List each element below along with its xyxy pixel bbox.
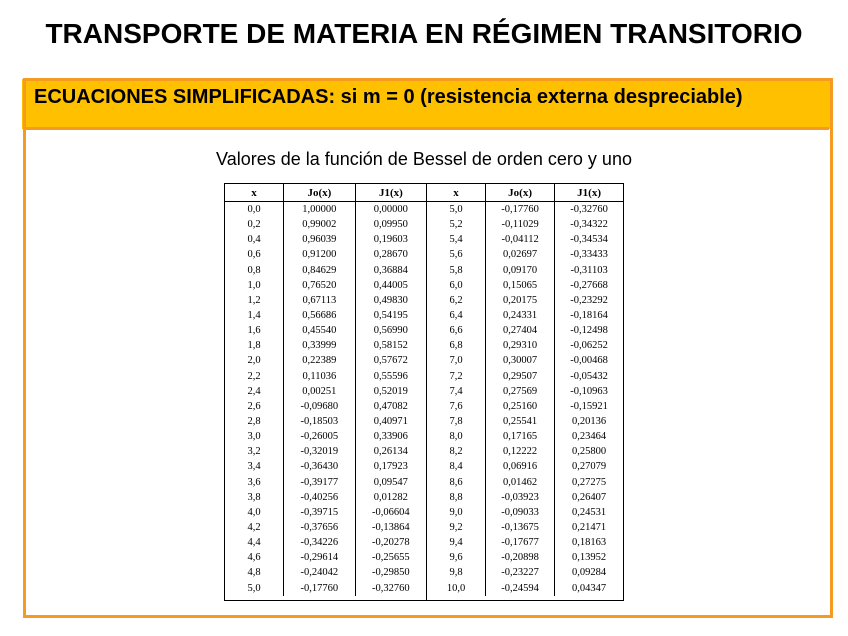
bessel-table-right-half [427,184,623,600]
cell-j0: 0,56686 [284,308,356,323]
bessel-table-left-half [225,184,427,600]
cell-j0: 0,17165 [486,429,555,444]
cell-j1: -0,33433 [555,247,623,262]
table-row [225,490,426,505]
table-row [225,217,426,232]
cell-j0: 0,27569 [486,384,555,399]
cell-j1: 0,09284 [555,565,623,580]
cell-x: 9,0 [449,506,463,518]
cell-x: 7,4 [449,385,463,397]
cell-j1: 0,28670 [355,247,426,262]
cell-x: 9,8 [449,567,463,579]
cell-x: 1,8 [247,340,261,352]
cell-j0: 0,76520 [284,278,356,293]
table-row [225,444,426,459]
cell-j0: -0,23227 [486,565,555,580]
cell-j0: 0,45540 [284,323,356,338]
cell-j0: -0,17760 [284,581,356,596]
table-row [225,550,426,565]
cell-j1: 0,20136 [555,414,623,429]
cell-j1: 0,40971 [355,414,426,429]
table-row [225,520,426,535]
cell-j1: -0,20278 [355,535,426,550]
cell-j1: 0,58152 [355,338,426,353]
cell-j1: 0,49830 [355,293,426,308]
cell-x: 4,8 [247,567,261,579]
cell-j0: 0,33999 [284,338,356,353]
cell-j0: -0,32019 [284,444,356,459]
cell-j1: 0,26407 [555,490,623,505]
cell-j0: -0,03923 [486,490,555,505]
cell-j0: -0,24594 [486,581,555,596]
table-row [427,444,623,459]
table-row [427,565,623,580]
cell-x: 7,2 [449,370,463,382]
cell-j1: 0,57672 [355,353,426,368]
cell-x: 2,2 [247,370,261,382]
cell-x: 1,4 [247,310,261,322]
table-row [427,353,623,368]
cell-x: 6,8 [449,340,463,352]
cell-j1: -0,29850 [355,565,426,580]
cell-j1: 0,18163 [555,535,623,550]
cell-j0: 0,29507 [486,369,555,384]
cell-x: 8,6 [449,476,463,488]
cell-x: 4,2 [247,522,261,534]
cell-j1: -0,06252 [555,338,623,353]
cell-j0: -0,39715 [284,505,356,520]
cell-j1: 0,01282 [355,490,426,505]
cell-j0: -0,18503 [284,414,356,429]
table-row [427,308,623,323]
cell-x: 2,0 [247,355,261,367]
cell-x: 7,8 [449,416,463,428]
cell-j1: 0,55596 [355,369,426,384]
header-j1: J1(x) [555,184,623,202]
cell-j0: -0,34226 [284,535,356,550]
cell-j1: 0,00000 [355,202,426,218]
table-row [225,338,426,353]
cell-j1: 0,24531 [555,505,623,520]
cell-j0: 0,22389 [284,353,356,368]
cell-x: 2,4 [247,385,261,397]
cell-x: 5,4 [449,234,463,246]
cell-j1: -0,06604 [355,505,426,520]
cell-j0: 0,15065 [486,278,555,293]
cell-j0: 0,01462 [486,475,555,490]
cell-x: 1,6 [247,325,261,337]
cell-j0: -0,39177 [284,475,356,490]
bessel-table [224,183,624,601]
cell-j0: -0,20898 [486,550,555,565]
header-j1: J1(x) [355,184,426,202]
table-row [427,490,623,505]
cell-j1: 0,21471 [555,520,623,535]
cell-j1: 0,26134 [355,444,426,459]
cell-x: 5,0 [449,204,463,216]
cell-j1: 0,17923 [355,459,426,474]
cell-j1: -0,18164 [555,308,623,323]
cell-j1: -0,32760 [555,202,623,218]
table-row [427,247,623,262]
cell-j1: 0,56990 [355,323,426,338]
cell-j0: -0,40256 [284,490,356,505]
table-row [427,293,623,308]
table-row [427,278,623,293]
cell-j1: -0,25655 [355,550,426,565]
table-row [225,247,426,262]
cell-j1: 0,09547 [355,475,426,490]
cell-j0: 0,25160 [486,399,555,414]
cell-x: 0,0 [247,204,261,216]
table-row [427,414,623,429]
table-row [225,581,426,596]
cell-j1: 0,27275 [555,475,623,490]
cell-j1: -0,15921 [555,399,623,414]
cell-j0: -0,13675 [486,520,555,535]
cell-j1: 0,36884 [355,263,426,278]
table-row [427,429,623,444]
cell-j1: -0,34322 [555,217,623,232]
cell-x: 4,6 [247,552,261,564]
cell-j0: -0,37656 [284,520,356,535]
table-row [225,308,426,323]
table-row [427,520,623,535]
table-row [427,323,623,338]
table-row [427,369,623,384]
cell-x: 2,6 [247,400,261,412]
table-row [427,459,623,474]
cell-j1: 0,23464 [555,429,623,444]
table-row [427,338,623,353]
cell-x: 3,0 [247,431,261,443]
cell-x: 1,2 [247,294,261,306]
table-row [427,505,623,520]
cell-x: 2,8 [247,416,261,428]
cell-j0: 0,25541 [486,414,555,429]
table-row [225,369,426,384]
cell-j1: -0,34534 [555,232,623,247]
table-row [427,550,623,565]
cell-j1: 0,44005 [355,278,426,293]
table-row [225,278,426,293]
cell-j0: 0,29310 [486,338,555,353]
table-row [427,475,623,490]
cell-j0: 0,27404 [486,323,555,338]
cell-x: 3,6 [247,476,261,488]
cell-j0: -0,17760 [486,202,555,218]
cell-j1: -0,00468 [555,353,623,368]
table-header-row [225,184,426,202]
cell-j1: 0,09950 [355,217,426,232]
table-row [427,399,623,414]
cell-j0: -0,17677 [486,535,555,550]
cell-x: 1,0 [247,279,261,291]
table-row [225,565,426,580]
cell-x: 0,2 [247,219,261,231]
cell-j1: -0,05432 [555,369,623,384]
cell-x: 4,4 [247,537,261,549]
cell-j0: 0,96039 [284,232,356,247]
table-row [427,217,623,232]
cell-j0: 0,02697 [486,247,555,262]
cell-x: 8,4 [449,461,463,473]
cell-j0: 1,00000 [284,202,356,218]
table-row [427,581,623,596]
table-caption: Valores de la función de Bessel de orden cero y uno [216,149,632,169]
cell-j0: 0,99002 [284,217,356,232]
cell-j1: 0,19603 [355,232,426,247]
section-header-title: ECUACIONES SIMPLIFICADAS: si m = 0 (resistencia externa despreciable) [34,86,743,108]
table-row [225,459,426,474]
cell-j1: 0,47082 [355,399,426,414]
cell-j1: -0,31103 [555,263,623,278]
cell-x: 9,4 [449,537,463,549]
table-row [427,384,623,399]
table-row [427,263,623,278]
cell-x: 0,6 [247,249,261,261]
cell-x: 0,8 [247,264,261,276]
cell-j1: 0,13952 [555,550,623,565]
cell-x: 5,2 [449,219,463,231]
table-row [225,535,426,550]
table-row [225,414,426,429]
cell-j1: -0,23292 [555,293,623,308]
cell-j0: 0,24331 [486,308,555,323]
cell-x: 8,8 [449,491,463,503]
cell-j0: 0,30007 [486,353,555,368]
header-j0: Jo(x) [284,184,356,202]
table-row [225,323,426,338]
bessel-table-left [225,184,426,596]
table-row [225,293,426,308]
cell-x: 5,6 [449,249,463,261]
table-header-row [427,184,623,202]
header-x: x [225,184,284,202]
table-row [225,202,426,218]
cell-x: 5,8 [449,264,463,276]
cell-x: 8,2 [449,446,463,458]
header-j0: Jo(x) [486,184,555,202]
cell-j0: -0,09680 [284,399,356,414]
cell-j0: -0,29614 [284,550,356,565]
cell-x: 7,6 [449,400,463,412]
cell-x: 9,2 [449,522,463,534]
cell-x: 6,6 [449,325,463,337]
page-title: TRANSPORTE DE MATERIA EN RÉGIMEN TRANSITORIO [45,18,803,49]
cell-j0: -0,36430 [284,459,356,474]
bessel-table-right [427,184,623,596]
table-row [225,475,426,490]
cell-x: 7,0 [449,355,463,367]
cell-x: 3,2 [247,446,261,458]
cell-x: 6,2 [449,294,463,306]
cell-j0: -0,04112 [486,232,555,247]
cell-j1: -0,27668 [555,278,623,293]
cell-j1: 0,27079 [555,459,623,474]
cell-j0: -0,26005 [284,429,356,444]
table-row [225,353,426,368]
cell-x: 0,4 [247,234,261,246]
cell-j0: 0,20175 [486,293,555,308]
cell-j0: 0,00251 [284,384,356,399]
cell-j1: 0,04347 [555,581,623,596]
cell-x: 8,0 [449,431,463,443]
cell-j1: 0,52019 [355,384,426,399]
cell-x: 3,8 [247,491,261,503]
table-row [225,399,426,414]
cell-x: 9,6 [449,552,463,564]
cell-j0: 0,67113 [284,293,356,308]
cell-j0: -0,24042 [284,565,356,580]
cell-x: 4,0 [247,506,261,518]
cell-j0: 0,12222 [486,444,555,459]
table-row [225,232,426,247]
cell-x: 10,0 [446,582,466,594]
cell-x: 5,0 [247,582,261,594]
table-row [427,202,623,218]
cell-j1: 0,54195 [355,308,426,323]
cell-j0: 0,84629 [284,263,356,278]
cell-j1: 0,33906 [355,429,426,444]
table-row [225,384,426,399]
cell-j0: -0,09033 [486,505,555,520]
cell-x: 6,4 [449,310,463,322]
cell-j1: -0,32760 [355,581,426,596]
header-x: x [427,184,486,202]
band-divider [23,127,829,130]
table-row [225,429,426,444]
cell-x: 6,0 [449,279,463,291]
table-row [427,232,623,247]
cell-j1: 0,25800 [555,444,623,459]
cell-j1: -0,10963 [555,384,623,399]
cell-j1: -0,12498 [555,323,623,338]
cell-j0: 0,09170 [486,263,555,278]
cell-j1: -0,13864 [355,520,426,535]
table-row [225,263,426,278]
cell-j0: 0,11036 [284,369,356,384]
cell-j0: 0,91200 [284,247,356,262]
table-row [225,505,426,520]
cell-j0: -0,11029 [486,217,555,232]
table-row [427,535,623,550]
cell-x: 3,4 [247,461,261,473]
cell-j0: 0,06916 [486,459,555,474]
